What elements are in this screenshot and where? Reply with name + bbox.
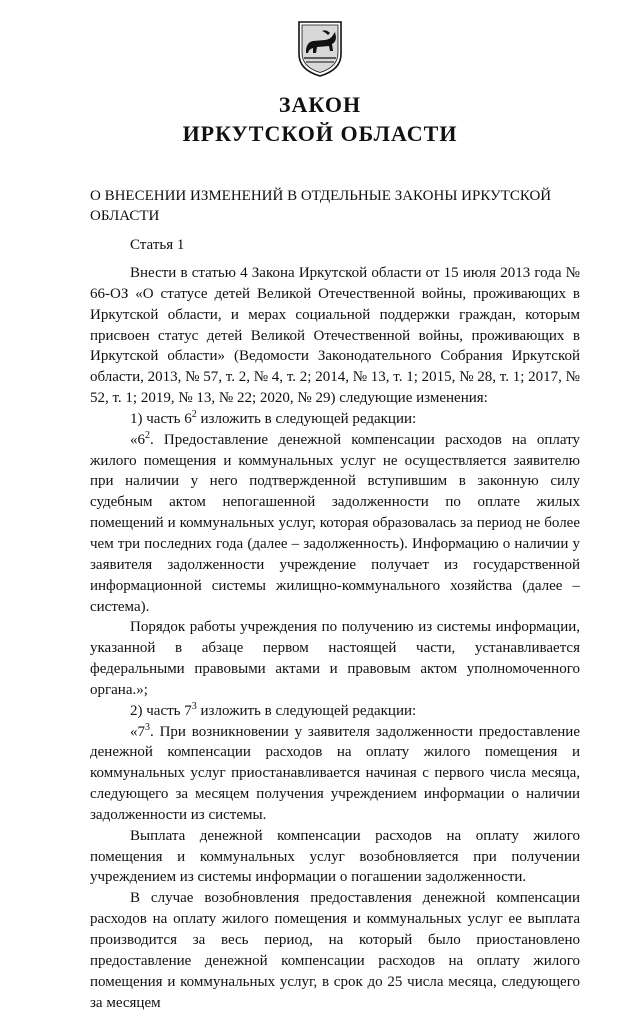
law-subject: О ВНЕСЕНИИ ИЗМЕНЕНИЙ В ОТДЕЛЬНЫЕ ЗАКОНЫ ИРКУТСКОЙ ОБЛАСТИ — [90, 188, 552, 224]
article-heading: Статья 1 — [130, 237, 185, 253]
article-body — [90, 263, 580, 1013]
paragraph: 2) часть $7^3$ изложить в следующей редакции: — [130, 700, 417, 719]
paragraph: «$6^2$. Предоставление денежной компенсации расходов на оплату жилого помещения и коммунальных услуг не осуществляется заявителю при наличии у него подтвержденной вступившим в законную силу судебным актом непогашенной задолженности по оплате жилых помещений и коммунальных услуг, которая образовалась за период не более чем три последних года (далее – задолженность). Информацию о наличии у заявителя задолженности учреждение получает из государственной информационной системы жилищно-коммунального хозяйства (далее – система). — [90, 429, 580, 615]
paragraph: 1) часть $6^2$ изложить в следующей редакции: — [130, 408, 417, 427]
paragraph: В случае возобновления предоставления денежной компенсации расходов на оплату жилого помещения и коммунальных услуг ее выплата производится за весь период, на который было приостановлено предоставление денежной компенсации расходов на оплату жилого помещения и коммунальных услуг, в срок до 25 числа месяца, следующего за месяцем — [90, 890, 580, 1011]
paragraph: Внести в статью 4 Закона Иркутской области от 15 июля 2013 года № 66-ОЗ «О статусе детей Великой Отечественной войны, проживающих в Иркутской области, и мерах социальной поддержки граждан, которым присвоен статус детей Великой Отечественной войны, проживающих в Иркутской области» (Ведомости Законодательного Собрания Иркутской области, 2013, № 57, т. 2, № 4, т. 2; 2014, № 13, т. 1; 2015, № 28, т. 1; 2017, № 52, т. 1; 2019, № 13, № 22; 2020, № 29) следующие изменения: — [90, 265, 580, 407]
law-title: ЗАКОН — [278, 92, 362, 117]
paragraph: «$7^3$. При возникновении у заявителя задолженности предоставление денежной компенсации расходов на оплату жилого помещения и коммунальных услуг приостанавливается начиная с первого числа месяца, следующего за месяцем получения учреждением информации о наличии задолженности из системы. — [90, 721, 580, 823]
paragraph: Выплата денежной компенсации расходов на оплату жилого помещения и коммунальных услуг возобновляется при получении учреждением из системы информации о погашении задолженности. — [90, 827, 580, 886]
law-region: ИРКУТСКОЙ ОБЛАСТИ — [182, 121, 458, 146]
paragraph: Порядок работы учреждения по получению из системы информации, указанной в абзаце первом настоящей части, устанавливается федеральными правовыми актами и правовым актом уполномоченного органа.»; — [90, 619, 580, 698]
irkutsk-coat-of-arms-icon — [297, 20, 343, 78]
